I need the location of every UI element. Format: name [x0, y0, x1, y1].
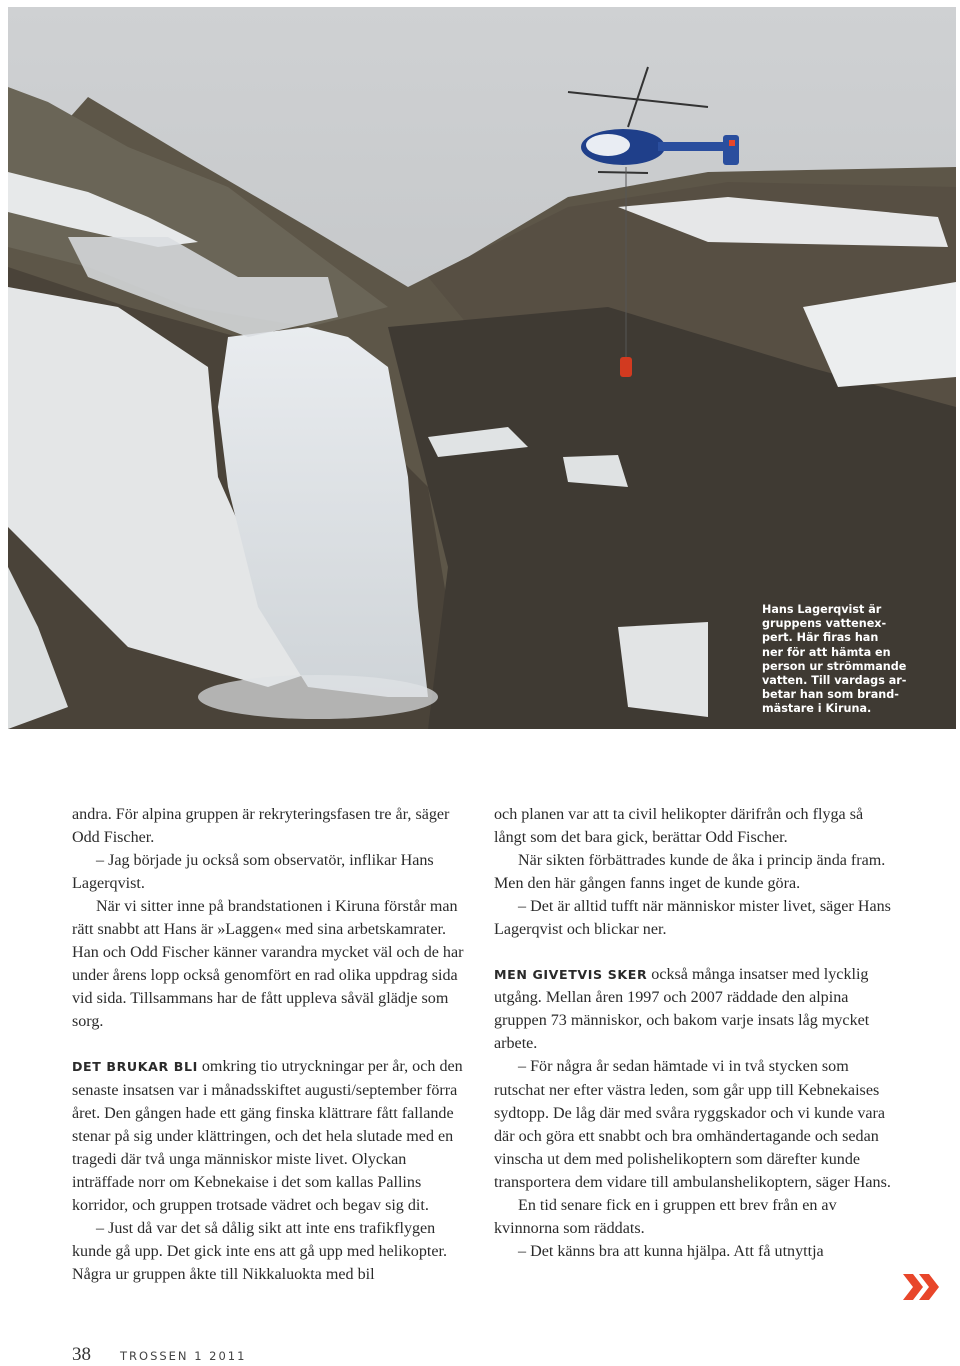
paragraph: – Det är alltid tufft när människor mister livet, säger Hans Lagerqvist och blickar ner.: [494, 898, 891, 939]
section-lead-in: MEN GIVETVIS SKER: [494, 967, 648, 983]
paragraph-text: omkring tio utryckningar per år, och den senaste insatsen var i månadsskiftet augusti/september förra året. Den gången hade ett gäng finska klättrare fått fallande stenar på sig under klättringen, och det hela slutade med en tragedi där två unga människor miste livet. Olyckan inträffade norr om Kebnekaise i det som kallas Pallins korridor, och gruppen trotsade vädret och begav sig dit.: [72, 1058, 463, 1214]
magazine-issue: TROSSEN 1 2011: [120, 1349, 247, 1363]
section-lead-in: DET BRUKAR BLI: [72, 1059, 198, 1075]
article-column-left: [72, 803, 470, 1286]
page-number: 38: [72, 1344, 91, 1365]
hero-photo: [8, 7, 956, 729]
paragraph: och planen var att ta civil helikopter därifrån och flyga så långt som det bara gick, berättar Odd Fischer.: [494, 806, 864, 847]
double-chevron-right-icon: [903, 1274, 941, 1300]
paragraph: En tid senare fick en i gruppen ett brev från en av kvinnorna som räddats.: [494, 1196, 837, 1237]
paragraph: När sikten förbättrades kunde de åka i princip ända fram. Men den här gången fanns inget de kunde göra.: [494, 852, 886, 893]
paragraph: – Jag började ju också som observatör, inflikar Hans Lagerqvist.: [72, 852, 434, 893]
paragraph: [494, 963, 892, 1055]
paragraph: När vi sitter inne på brandstationen i Kiruna förstår man rätt snabbt att Hans är »Laggen« med sina arbetskamrater. Han och Odd Fischer känner varandra mycket väl och de har under årens lopp också genomfört en rad olika uppdrag sida vid sida. Tillsammans har de fått uppleva såväl glädje som sorg.: [72, 898, 464, 1031]
article-column-right: [494, 803, 892, 1263]
paragraph: andra. För alpina gruppen är rekryteringsfasen tre år, säger Odd Fischer.: [72, 806, 450, 847]
paragraph: – Just då var det så dålig sikt att inte ens trafikflygen kunde gå upp. Det gick inte ens att gå upp med helikopter. Några ur gruppen åkte till Nikkaluokta med bil: [72, 1219, 447, 1283]
photo-caption: Hans Lagerqvist är gruppens vattenex- pert. Här firas han ner för att hämta en person ur strömmande vatten. Till vardags ar- betar han som brand- mästare i Kiruna.: [762, 603, 907, 716]
paragraph: – För några år sedan hämtade vi in två stycken som rutschat ner efter västra leden, som går upp till Kebnekaises sydtopp. De låg där med svåra ryggskador och vi kunde vara där och göra ett snabbt och bra omhändertagande och sedan vinscha ut dem med polishelikoptern som därefter kunde transportera dem vidare till ambulanshelikoptern, säger Hans.: [494, 1058, 891, 1191]
paragraph: [72, 1055, 470, 1216]
paragraph-text: också många insatser med lycklig utgång. Mellan åren 1997 och 2007 räddade den alpina gruppen 73 människor, och bakom varje insats låg mycket arbete.: [494, 966, 870, 1053]
paragraph: – Det känns bra att kunna hjälpa. Att få utnyttja: [518, 1242, 824, 1260]
